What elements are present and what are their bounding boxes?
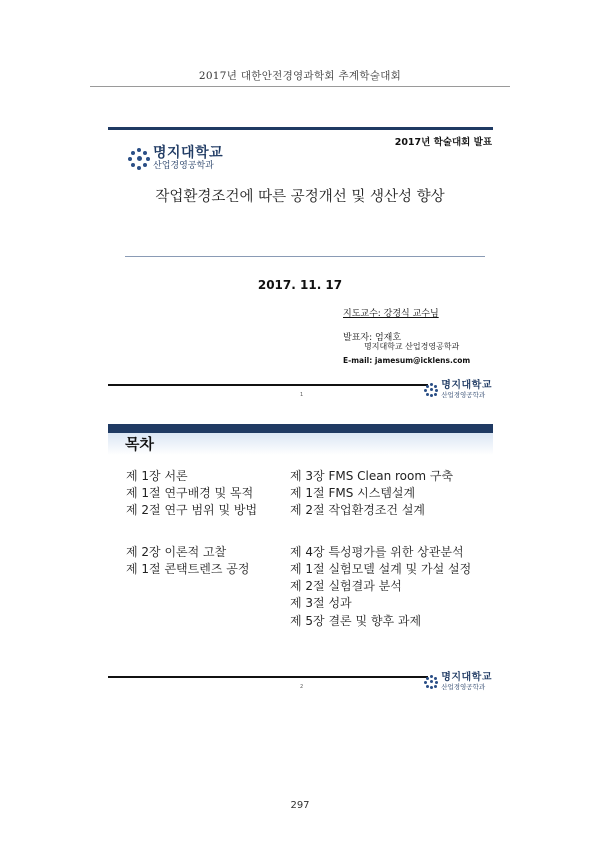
university-emblem-icon <box>128 148 150 170</box>
presenter: 발표자: 엄재호 <box>343 333 402 343</box>
toc-item: 제 2절 작업환경조건 설계 <box>290 503 425 517</box>
header-rule <box>90 86 510 87</box>
email: E-mail: jamesum@icklens.com <box>343 356 471 365</box>
advisor: 지도교수: 강경식 교수님 <box>343 309 439 319</box>
page-number: 297 <box>290 800 310 811</box>
university-emblem-icon <box>424 675 438 689</box>
slide-2-heading-band <box>108 433 493 455</box>
toc-item: 제 3장 FMS Clean room 구축 <box>290 469 454 483</box>
title-rule <box>125 256 485 257</box>
university-emblem-icon <box>424 383 438 397</box>
toc-left-group-2 <box>126 544 249 578</box>
toc-item: 제 1절 FMS 시스템설계 <box>290 486 416 500</box>
logo-name: 명지대학교 <box>441 380 492 391</box>
page-header: 2017년 대한안전경영과학회 추계학술대회 <box>198 70 402 82</box>
affiliation: 명지대학교 산업경영공학과 <box>364 342 460 351</box>
logo-dept: 산업경영공학과 <box>441 683 486 691</box>
university-logo <box>128 146 223 171</box>
toc-left-group-1 <box>126 468 257 519</box>
toc-heading: 목차 <box>125 435 154 453</box>
toc-right-group-2 <box>290 544 471 612</box>
toc-right-group-1 <box>290 468 453 519</box>
logo-dept: 산업경영공학과 <box>153 161 214 171</box>
logo-name: 명지대학교 <box>153 145 224 161</box>
toc-item: 제 1절 콘택트렌즈 공정 <box>126 562 250 576</box>
slide-1-footer-logo <box>424 381 492 399</box>
toc-item: 제 2절 연구 범위 및 방법 <box>126 503 258 517</box>
slide-2-footer-logo <box>424 673 492 691</box>
slide-2-number: 2 <box>300 684 304 690</box>
slide-1-number: 1 <box>300 392 304 398</box>
toc-item: 제 1장 서론 <box>126 469 188 483</box>
logo-dept: 산업경영공학과 <box>441 391 486 399</box>
logo-name: 명지대학교 <box>441 672 492 683</box>
presentation-title: 작업환경조건에 따른 공정개선 및 생산성 향상 <box>155 189 445 205</box>
toc-item: 제 5장 결론 및 향후 과제 <box>290 614 422 628</box>
toc-item: 제 2장 이론적 고찰 <box>126 545 227 559</box>
toc-item: 제 1절 연구배경 및 목적 <box>126 486 254 500</box>
toc-item: 제 2절 실험결과 분석 <box>290 579 402 593</box>
toc-item: 제 1절 실험모델 설계 및 가설 설정 <box>290 562 472 576</box>
event-label: 2017년 학술대회 발표 <box>394 137 492 148</box>
slide-2-top-bar <box>108 424 493 433</box>
presentation-date: 2017. 11. 17 <box>257 278 343 292</box>
toc-item: 제 3절 성과 <box>290 596 352 610</box>
slide-2-bottom-rule <box>108 676 428 678</box>
slide-1-bottom-rule <box>108 384 428 386</box>
toc-right-group-3 <box>290 613 421 630</box>
toc-item: 제 4장 특성평가를 위한 상관분석 <box>290 545 464 559</box>
slide-1-top-bar <box>108 127 493 130</box>
